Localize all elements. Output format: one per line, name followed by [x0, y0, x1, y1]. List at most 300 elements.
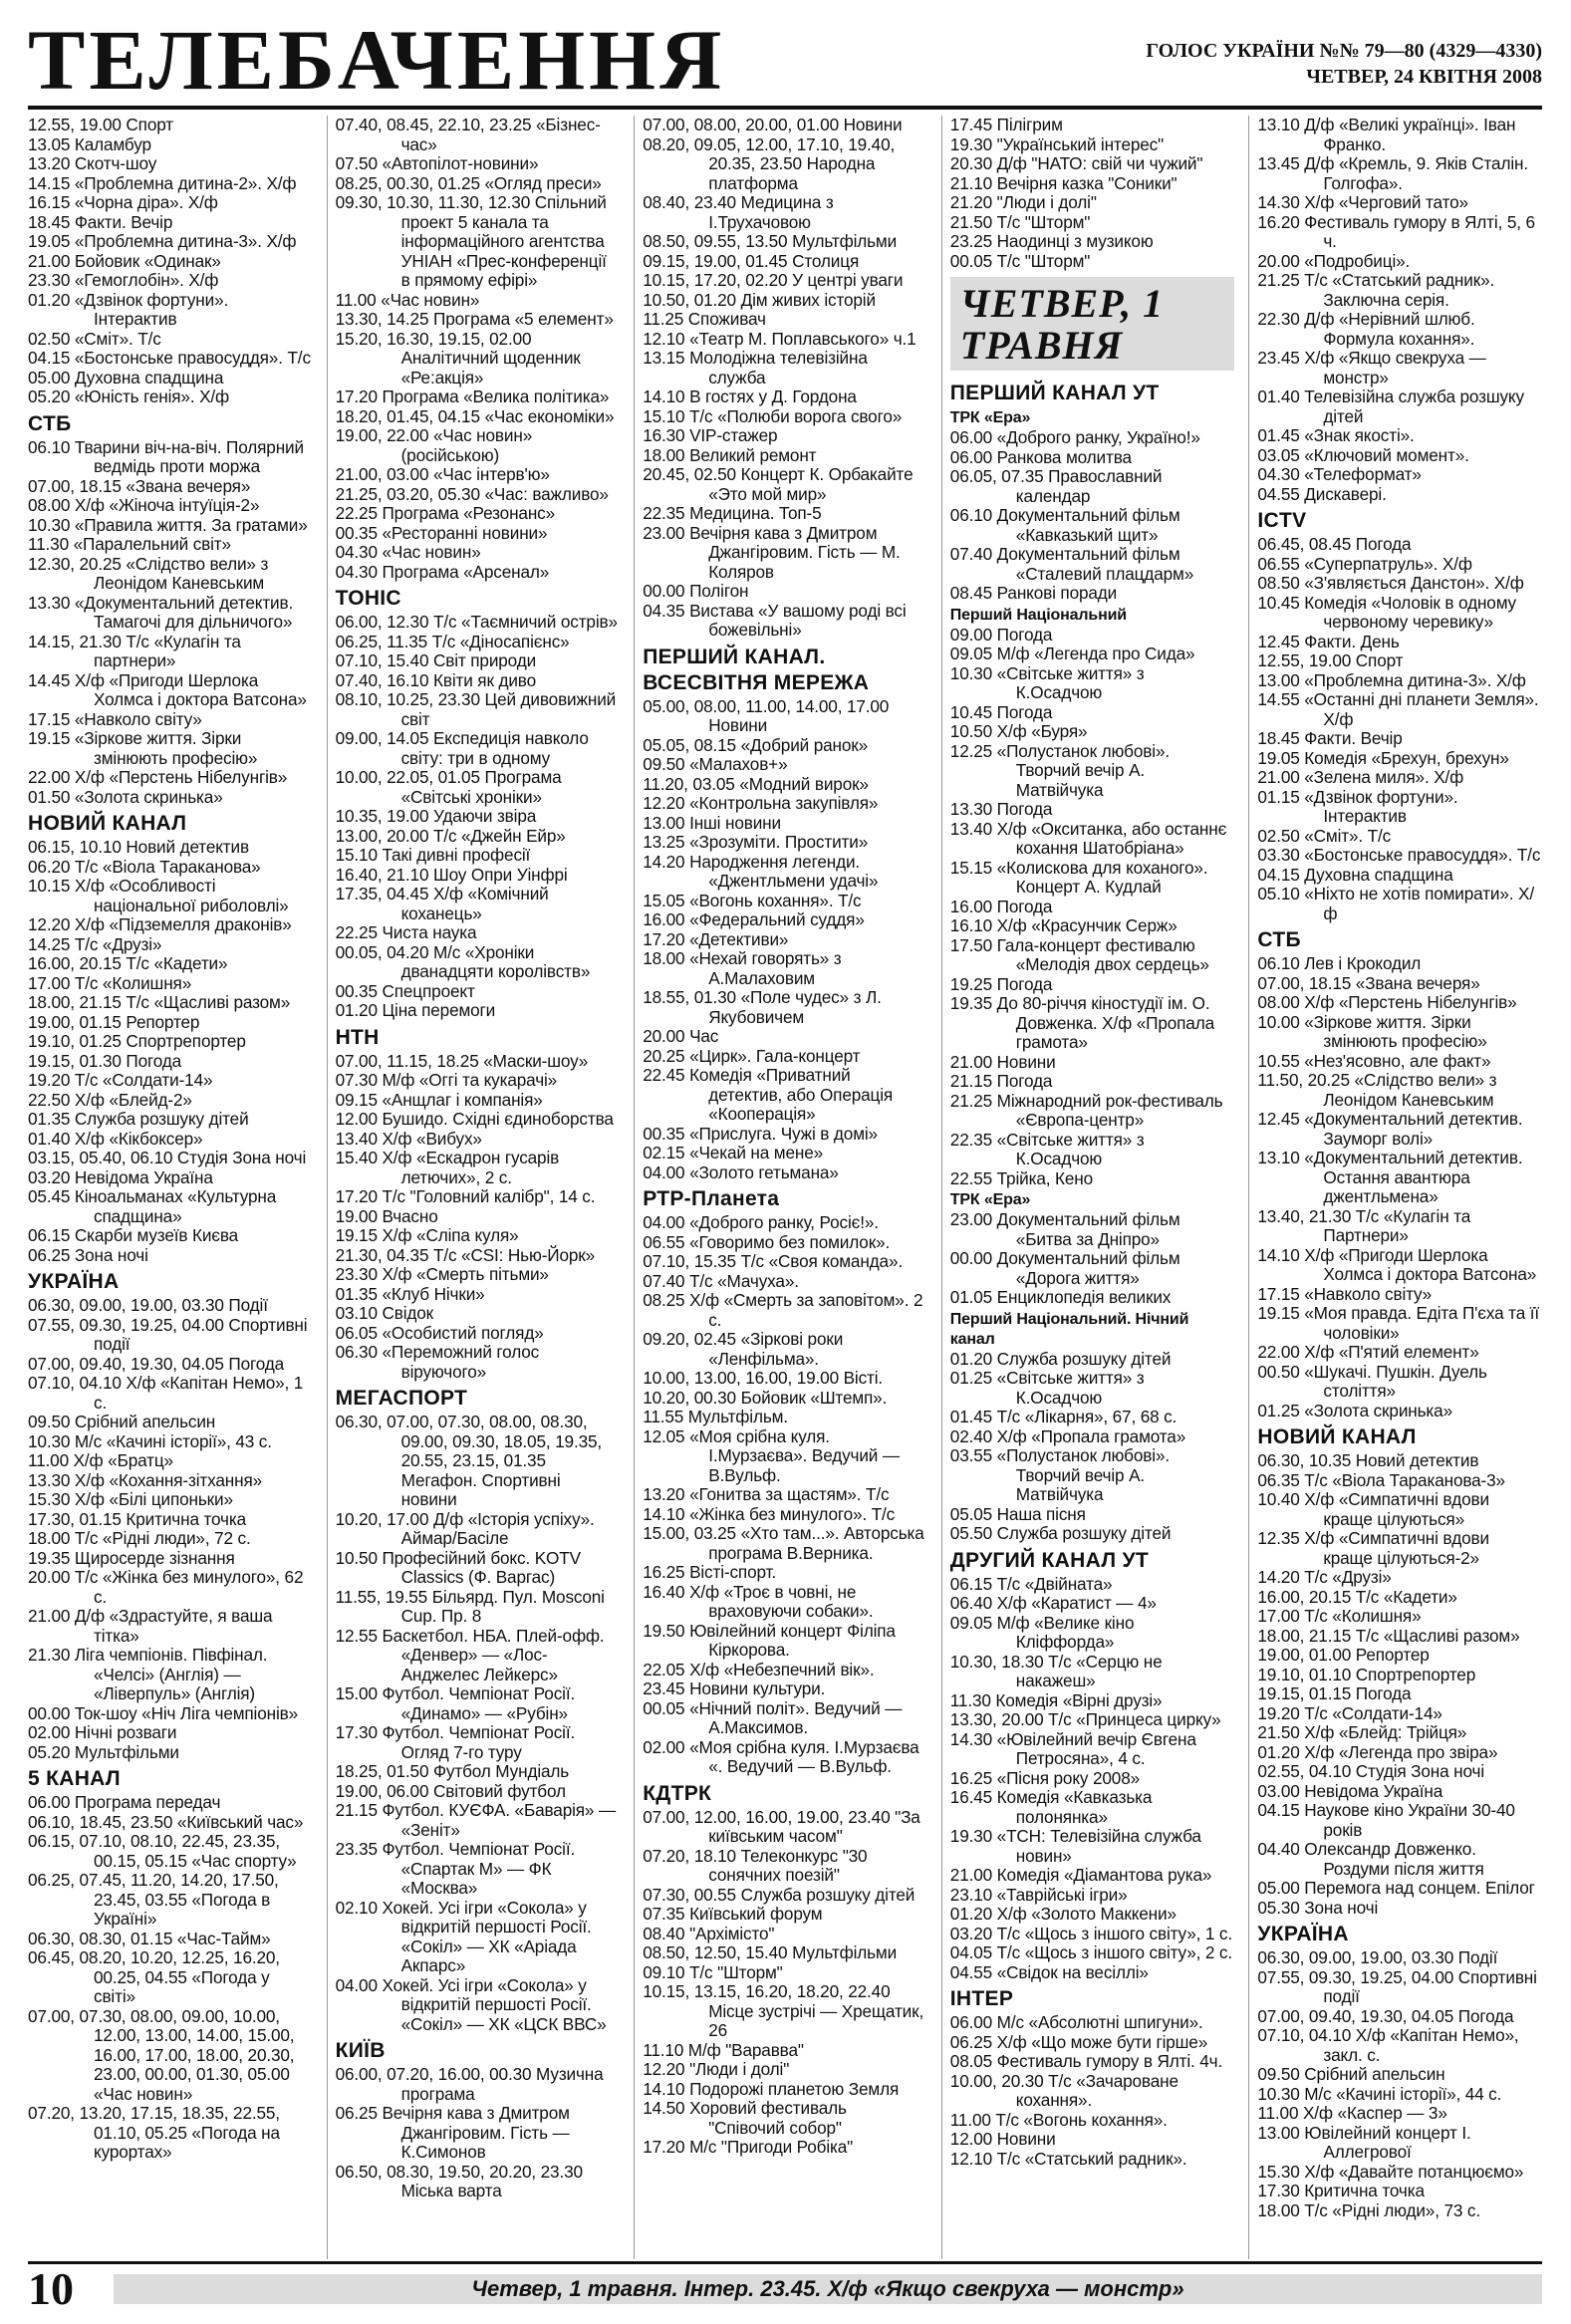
program-entry: 22.25 Чиста наука: [335, 922, 477, 942]
program-entry: 17.30 Критична точка: [1257, 2181, 1425, 2200]
program-entry: 07.20, 13.20, 17.15, 18.35, 22.55, 01.10, 05.25 «Погода на курортах»: [28, 2103, 280, 2162]
program-entry: 11.50, 20.25 «Слідство вели» з Леонідом Каневським: [1257, 1070, 1497, 1110]
program-entry: 13.25 «Зрозуміти. Простити»: [643, 832, 869, 852]
program-entry: 04.40 Олександр Довженко. Роздуми після життя: [1257, 1839, 1484, 1879]
channel-heading: ICTV: [1257, 509, 1307, 532]
program-entry: 08.50 «З'являється Данстон». Х/ф: [1257, 573, 1524, 593]
program-entry: 08.50, 12.50, 15.40 Мультфільми: [643, 1942, 898, 1962]
program-entry: 13.00 Ювілейний концерт І. Аллегрової: [1257, 2122, 1471, 2162]
issue-meta: [1146, 38, 1542, 90]
program-entry: 21.00 Новини: [949, 1051, 1056, 1072]
channel-heading: СТБ: [28, 411, 72, 435]
program-entry: 19.30 «ТСН: Телевізійна служба новин»: [949, 1826, 1201, 1866]
program-entry: 03.15, 05.40, 06.10 Студія Зона ночі: [28, 1148, 307, 1167]
program-entry: 07.10, 15.40 Світ природи: [335, 650, 537, 670]
program-entry: 06.00 «Доброго ранку, Україно!»: [949, 427, 1200, 447]
program-entry: 10.20, 17.00 Д/ф «Історія успіху». Аймар/Басіле: [335, 1508, 595, 1548]
program-entry: 08.25 Х/ф «Смерть за заповітом». 2 с.: [643, 1290, 923, 1330]
footer-promo: Четвер, 1 травня. Інтер. 23.45. Х/ф «Якщо свекруха — монстр»: [114, 2274, 1542, 2304]
program-entry: 21.50 Т/с "Шторм": [949, 211, 1091, 232]
program-entry: 23.30 Х/ф «Смерть пітьми»: [335, 1264, 549, 1284]
program-entry: 11.00 Х/ф «Каспер — 3»: [1257, 2103, 1447, 2123]
program-entry: 18.55, 01.30 «Поле чудес» з Л. Якубовичем: [643, 987, 882, 1027]
program-entry: 09.50 Срібний апельсин: [28, 1412, 216, 1431]
program-entry: 22.25 Програма «Резонанс»: [335, 503, 556, 523]
program-entry: 17.45 Пілігрим: [949, 116, 1063, 134]
program-entry: 12.55, 19.00 Спорт: [1257, 650, 1404, 670]
program-entry: 06.15, 07.10, 08.10, 22.45, 23.35, 00.15, 05.15 «Час спорту»: [28, 1831, 297, 1871]
program-entry: 07.10, 15.35 Т/с «Своя команда».: [643, 1251, 903, 1271]
program-entry: 12.25 «Полустанок любові». Творчий вечір А. Матвійчука: [949, 740, 1170, 800]
program-entry: 13.40, 21.30 Т/с «Кулагін та Партнери»: [1257, 1205, 1471, 1245]
program-entry: 12.55, 19.00 Спорт: [28, 116, 173, 134]
program-entry: 10.00, 20.30 Т/с «Зачароване кохання».: [949, 2070, 1178, 2110]
channel-heading: УКРАЇНА: [1257, 1923, 1349, 1945]
channel-heading: РТР-Планета: [643, 1187, 780, 1210]
program-entry: 00.00 Документальний фільм «Дорога життя»: [949, 1248, 1180, 1288]
program-entry: 04.00 «Доброго ранку, Росіє!».: [643, 1212, 879, 1232]
program-entry: 05.10 «Ніхто не хотів помирати». Х/ф: [1257, 884, 1534, 923]
page-footer: [28, 2261, 1542, 2312]
program-entry: 06.30, 09.00, 19.00, 03.30 Події: [28, 1295, 268, 1315]
program-entry: 17.20 Програма «Велика політика»: [335, 387, 610, 406]
listings-columns: [28, 116, 1542, 2259]
program-entry: 10.00, 13.00, 16.00, 19.00 Вісті.: [643, 1368, 884, 1388]
program-entry: 19.20 Т/с «Солдати-14»: [28, 1070, 213, 1090]
program-entry: 05.45 Кіноальманах «Культурна спадщина»: [28, 1186, 277, 1226]
program-entry: 02.40 Х/ф «Пропала грамота»: [949, 1425, 1186, 1446]
program-entry: 10.45 Погода: [949, 701, 1053, 722]
program-entry: 19.05 Комедія «Брехун, брехун»: [1257, 747, 1509, 768]
page-number: 10: [28, 2263, 74, 2314]
program-entry: 05.05, 08.15 «Добрий ранок»: [643, 734, 869, 755]
program-entry: 00.35 Спецпроект: [335, 980, 475, 1001]
program-entry: 01.20 Х/ф «Золото Маккени»: [949, 1904, 1177, 1924]
program-entry: 21.50 Х/ф «Блейд: Трійця»: [1257, 1722, 1467, 1742]
program-entry: 11.10 М/ф "Варавва": [643, 2039, 804, 2060]
program-entry: 20.45, 02.50 Концерт К. Орбакайте «Это мой мир»: [643, 464, 914, 504]
program-entry: 01.05 Енциклопедія великих: [949, 1287, 1172, 1307]
program-entry: 10.15 Х/ф «Особливості національної риболовлі»: [28, 876, 289, 915]
program-entry: 16.30 VIP-стажер: [643, 425, 778, 445]
program-entry: 10.50 Х/ф «Буря»: [949, 721, 1088, 741]
program-entry: 04.05 Т/с «Щось з іншого світу», 2 с.: [949, 1942, 1232, 1962]
program-entry: 06.30 «Переможний голос віруючого»: [335, 1342, 540, 1382]
program-entry: 13.40 Х/ф «Окситанка, або останнє кохання Шатобріана»: [949, 818, 1227, 858]
program-entry: 22.00 Х/ф «Перстень Нібелунгів»: [28, 767, 288, 787]
program-entry: 23.10 «Таврійські ігри»: [949, 1884, 1128, 1905]
program-entry: 15.05 «Вогонь кохання». Т/с: [643, 890, 862, 910]
program-entry: 16.45 Комедія «Кавказька полонянка»: [949, 1787, 1153, 1827]
program-entry: 17.15 «Навколо світу»: [1257, 1283, 1433, 1304]
program-entry: 11.25 Споживач: [643, 309, 766, 329]
program-entry: 16.40 Х/ф «Троє в човні, не враховуючи собаки».: [643, 1581, 874, 1621]
program-entry: 20.25 «Цирк». Гала-концерт: [643, 1045, 861, 1066]
program-entry: 16.25 Вісті-спорт.: [643, 1562, 776, 1582]
program-entry: 09.00 Погода: [949, 624, 1053, 645]
program-entry: 18.00, 21.15 Т/с «Щасливі разом»: [1257, 1625, 1520, 1646]
program-entry: 14.15 «Проблемна дитина-2». Х/ф: [28, 172, 297, 193]
program-entry: 10.30, 18.30 Т/с «Серцю не накажеш»: [949, 1651, 1163, 1690]
program-entry: 10.30 М/с «Качині історії», 43 с.: [28, 1430, 272, 1451]
subchannel-heading: ТРК «Ера»: [949, 1191, 1031, 1208]
day-heading: ЧЕТВЕР, 1 ТРАВНЯ: [950, 277, 1235, 371]
program-entry: 07.00, 12.00, 16.00, 19.00, 23.40 "За київським часом": [643, 1806, 920, 1846]
program-entry: 19.15 «Моя правда. Едіта П'єха та її чоловіки»: [1257, 1303, 1539, 1343]
program-entry: 19.35 Щиросерде зізнання: [28, 1547, 235, 1568]
program-entry: 10.00 «Зіркове життя. Зірки змінюють професію»: [1257, 1011, 1487, 1051]
program-entry: 14.10 «Жінка без минулого». Т/с: [643, 1503, 896, 1524]
program-entry: 14.10 Подорожі планетою Земля: [643, 2078, 900, 2099]
program-entry: 19.25 Погода: [949, 973, 1053, 994]
program-entry: 06.40 Х/ф «Каратист — 4»: [949, 1593, 1157, 1613]
program-entry: 14.30 «Ювілейний вечір Євгена Петросяна», 4 с.: [949, 1728, 1196, 1768]
program-entry: 21.15 Футбол. КУЄФА. «Баварія» — «Зеніт»: [335, 1800, 616, 1840]
program-entry: 04.00 «Золото гетьмана»: [643, 1162, 839, 1182]
program-entry: 09.05 М/ф «Велике кіно Кліффорда»: [949, 1612, 1135, 1652]
program-entry: 12.30, 20.25 «Слідство вели» з Леонідом Каневським: [28, 553, 269, 593]
channel-heading: ІНТЕР: [949, 1987, 1014, 2010]
program-entry: 10.00, 22.05, 01.05 Програма «Світські хроніки»: [335, 767, 562, 807]
program-entry: 06.00 М/с «Абсолютні шпигуни».: [949, 2012, 1203, 2032]
program-entry: 00.35 «Ресторанні новини»: [335, 522, 548, 543]
program-entry: 06.25 Вечірня кава з Дмитром Джангіровим. Гість — К.Симонов: [335, 2103, 570, 2162]
program-entry: 10.55 «Нез'ясовно, але факт»: [1257, 1050, 1491, 1071]
program-entry: 16.00, 20.15 Т/с «Кадети»: [1257, 1586, 1457, 1607]
program-entry: 08.40, 23.40 Медицина з І.Трухачовою: [643, 192, 834, 232]
program-entry: 03.10 Свідок: [335, 1303, 434, 1323]
channel-heading: НТН: [335, 1025, 380, 1049]
program-entry: 04.00 Хокей. Усі ігри «Сокола» у відкритій першості Росії. «Сокіл» — ХК «ЦСК ВВС»: [335, 1974, 607, 2034]
program-entry: 12.05 «Моя срібна куля. І.Мурзаєва». Ведучий — В.Вульф.: [643, 1425, 900, 1485]
program-entry: 01.45 Т/с «Лікарня», 67, 68 с.: [949, 1407, 1178, 1426]
program-entry: 06.30, 09.00, 19.00, 03.30 Події: [1257, 1947, 1498, 1967]
program-entry: 21.25, 03.20, 05.30 «Час: важливо»: [335, 483, 609, 504]
program-entry: 07.55, 09.30, 19.25, 04.00 Спортивні події: [28, 1314, 308, 1354]
program-entry: 22.35 «Світське життя» з К.Осадчою: [949, 1129, 1145, 1168]
program-entry: 23.45 Х/ф «Якщо свекруха — монстр»: [1257, 348, 1486, 387]
program-entry: 16.00, 20.15 Т/с «Кадети»: [28, 953, 228, 973]
program-entry: 09.15 «Анщлаг і компанія»: [335, 1089, 543, 1110]
program-entry: 21.25 Міжнародний рок-фестиваль «Європа-центр»: [949, 1090, 1223, 1130]
program-entry: 05.20 Мультфільми: [28, 1741, 179, 1762]
program-entry: 23.00 Вечірня кава з Дмитром Джангіровим. Гість — М. Коляров: [643, 522, 901, 582]
program-entry: 05.30 Зона ночі: [1257, 1897, 1379, 1918]
channel-heading: НОВИЙ КАНАЛ: [28, 812, 187, 835]
program-entry: 17.15 «Навколо світу»: [28, 708, 202, 729]
program-entry: 20.00 Т/с «Жінка без минулого», 62 с.: [28, 1567, 304, 1607]
program-entry: 22.05 Х/ф «Небезпечний вік».: [643, 1659, 875, 1679]
program-entry: 01.25 «Золота скринька»: [1257, 1400, 1452, 1420]
program-entry: 16.20 Фестиваль гумору в Ялті, 5, 6 ч.: [1257, 211, 1535, 251]
channel-heading: КДТРК: [643, 1781, 712, 1805]
program-entry: 03.30 «Бостонське правосуддя». Т/с: [1257, 845, 1541, 865]
program-entry: 09.10 Т/с "Шторм": [643, 1961, 783, 1982]
program-entry: 14.20 Народження легенди. «Джентльмени удачі»: [643, 851, 879, 891]
program-entry: 19.00, 01.00 Репортер: [1257, 1645, 1430, 1665]
program-entry: 18.45 Факти. Вечір: [28, 211, 173, 232]
program-entry: 11.55, 19.55 Більярд. Пул. Mosconi Cup. Пр. 8: [335, 1586, 605, 1626]
program-entry: 16.00 Погода: [949, 896, 1053, 916]
program-entry: 18.00 Т/с «Рідні люди», 73 с.: [1257, 2199, 1480, 2220]
program-entry: 10.35, 19.00 Удаючи звіра: [335, 806, 537, 826]
program-entry: 02.50 «Сміт». Т/с: [1257, 825, 1392, 846]
program-entry: 22.30 Д/ф «Нерівний шлюб. Формула кохання».: [1257, 309, 1475, 349]
program-entry: 05.00 Духовна спадщина: [28, 367, 224, 387]
program-entry: 15.40 Х/ф «Ескадрон гусарів летючих», 2 с.: [335, 1148, 560, 1187]
program-entry: 08.25, 00.30, 01.25 «Огляд преси»: [335, 172, 602, 193]
program-entry: 12.00 Новини: [949, 2129, 1056, 2149]
program-entry: 06.00 Ранкова молитва: [949, 446, 1132, 467]
listing-column-3: [634, 116, 927, 2259]
channel-heading: КИЇВ: [335, 2039, 386, 2062]
program-entry: 18.45 Факти. Вечір: [1257, 728, 1403, 748]
program-entry: 04.15 Духовна спадщина: [1257, 864, 1453, 885]
program-entry: 16.00 «Федеральний суддя»: [643, 909, 865, 929]
program-entry: 01.20 Служба розшуку дітей: [949, 1348, 1172, 1369]
program-entry: 13.30, 14.25 Програма «5 елемент»: [335, 309, 614, 329]
program-entry: 06.10 Лев і Крокодил: [1257, 953, 1422, 973]
program-entry: 07.35 Київський форум: [643, 1904, 823, 1924]
program-entry: 19.15, 01.15 Погода: [1257, 1683, 1412, 1703]
program-entry: 13.45 Д/ф «Кремль, 9. Яків Сталін. Голгофа».: [1257, 153, 1528, 193]
listing-column-1: [28, 116, 313, 2259]
program-entry: 03.55 «Полустанок любові». Творчий вечір А. Матвійчука: [949, 1445, 1170, 1504]
program-entry: 12.45 Факти. День: [1257, 631, 1400, 651]
program-entry: 00.35 «Прислуга. Чужі в домі»: [643, 1123, 878, 1144]
program-entry: 18.00, 21.15 Т/с «Щасливі разом»: [28, 992, 291, 1012]
program-entry: 10.30 «Світське життя» з К.Осадчою: [949, 662, 1145, 702]
program-entry: 10.40 Х/ф «Симпатичні вдови краще цілуються»: [1257, 1489, 1489, 1529]
program-entry: 06.45, 08.20, 10.20, 12.25, 16.20, 00.25, 04.55 «Погода у світі»: [28, 1947, 280, 2006]
program-entry: 07.30, 00.55 Служба розшуку дітей: [643, 1884, 916, 1905]
program-entry: 10.20, 00.30 Бойовик «Штемп».: [643, 1387, 888, 1408]
channel-heading: ДРУГИЙ КАНАЛ УТ: [949, 1548, 1149, 1572]
program-entry: 14.10 В гостях у Д. Гордона: [643, 387, 857, 406]
program-entry: 19.15, 01.30 Погода: [28, 1050, 182, 1071]
program-entry: 06.50, 08.30, 19.50, 20.20, 23.30 Міська варта: [335, 2161, 583, 2200]
program-entry: 08.00 Х/ф «Перстень Нібелунгів»: [1257, 992, 1517, 1012]
program-entry: 02.55, 04.10 Студія Зона ночі: [1257, 1761, 1485, 1781]
program-entry: 17.35, 04.45 Х/ф «Комічний коханець»: [335, 884, 549, 923]
program-entry: 12.20 «Контрольна закупівля»: [643, 793, 879, 813]
program-entry: 12.35 Х/ф «Симпатичні вдови краще цілуються-2»: [1257, 1528, 1489, 1568]
program-entry: 04.55 «Свідок на весіллі»: [949, 1961, 1149, 1982]
program-entry: 19.15 «Зіркове життя. Зірки змінюють професію»: [28, 728, 258, 768]
program-entry: 23.25 Наодинці з музикою: [949, 231, 1154, 251]
program-entry: 14.10 Х/ф «Пригоди Шерлока Холмса і доктора Ватсона»: [1257, 1244, 1537, 1284]
program-entry: 21.30, 04.35 Т/с «CSI: Нью-Йорк»: [335, 1244, 596, 1265]
program-entry: 21.00 Комедія «Діамантова рука»: [949, 1865, 1212, 1885]
program-entry: 14.15, 21.30 Т/с «Кулагін та партнери»: [28, 631, 241, 670]
program-entry: 11.55 Мультфільм.: [643, 1407, 788, 1426]
program-entry: 12.10 «Театр М. Поплавського» ч.1: [643, 328, 916, 349]
program-entry: 22.45 Комедія «Приватний детектив, або Операція «Кооперація»: [643, 1065, 894, 1124]
program-entry: 07.00, 11.15, 18.25 «Маски-шоу»: [335, 1050, 589, 1071]
program-entry: 06.05 «Особистий погляд»: [335, 1322, 544, 1343]
program-entry: 06.35 Т/с «Віола Тараканова-3»: [1257, 1469, 1505, 1490]
program-entry: 15.30 Х/ф «Давайте потанцюємо»: [1257, 2161, 1524, 2182]
program-entry: 13.40 Х/ф «Вибух»: [335, 1128, 482, 1149]
program-entry: 09.00, 14.05 Експедиція навколо світу: три в одному: [335, 728, 589, 768]
subchannel-heading: Перший Національний. Нічний канал: [949, 1310, 1189, 1348]
program-entry: 07.55, 09.30, 19.25, 04.00 Спортивні події: [1257, 1966, 1537, 2006]
program-entry: 09.50 «Малахов+»: [643, 754, 788, 774]
program-entry: 01.25 «Світське життя» з К.Осадчою: [949, 1368, 1145, 1408]
program-entry: 09.30, 10.30, 11.30, 12.30 Спільний проект 5 канала та інформаційного агентства УНІАН «Прес-конференції в прямому ефірі»: [335, 192, 607, 290]
program-entry: 09.50 Срібний апельсин: [1257, 2064, 1445, 2084]
program-entry: 01.20 «Дзвінок фортуни». Інтерактив: [28, 289, 229, 329]
program-entry: 17.20 Т/с "Головний калібр", 14 с.: [335, 1186, 596, 1206]
program-entry: 06.00, 07.20, 16.00, 00.30 Музична програма: [335, 2064, 604, 2104]
program-entry: 16.10 Х/ф «Красунчик Серж»: [949, 915, 1178, 935]
program-entry: 04.30 «Телеформат»: [1257, 464, 1422, 484]
channel-heading: ПЕРШИЙ КАНАЛ УТ: [949, 382, 1160, 404]
program-entry: 04.30 «Час новин»: [335, 542, 481, 562]
program-entry: 17.00 Т/с «Колишня»: [28, 972, 192, 993]
program-entry: 06.00, 12.30 Т/с «Таємничий острів»: [335, 612, 618, 632]
program-entry: 19.00, 22.00 «Час новин» (російською): [335, 425, 533, 465]
program-entry: 12.20 "Люди і долі": [643, 2059, 790, 2079]
program-entry: 11.00 Т/с «Вогонь кохання».: [949, 2109, 1168, 2130]
program-entry: 00.05 «Нічний політ». Ведучий — А.Максимов.: [643, 1697, 903, 1737]
program-entry: 06.05, 07.35 Православний календар: [949, 466, 1163, 506]
program-entry: 04.30 Програма «Арсенал»: [335, 561, 550, 582]
program-entry: 20.30 Д/ф "НАТО: свій чи чужий": [949, 153, 1203, 173]
program-entry: 11.00 «Час новин»: [335, 289, 480, 310]
program-entry: 10.30 М/с «Качині історії», 44 с.: [1257, 2083, 1502, 2104]
program-entry: 06.15, 10.10 Новий детектив: [28, 837, 249, 857]
program-entry: 21.00, 03.00 «Час інтерв'ю»: [335, 464, 550, 484]
program-entry: 05.05 Наша пісня: [949, 1503, 1086, 1524]
program-entry: 07.00, 09.40, 19.30, 04.05 Погода: [1257, 2005, 1514, 2026]
program-entry: 22.50 Х/ф «Блейд-2»: [28, 1089, 192, 1110]
program-entry: 06.25, 11.35 Т/с «Діносапієнс»: [335, 631, 570, 651]
program-entry: 13.30 Х/ф «Кохання-зітхання»: [28, 1469, 263, 1490]
program-entry: 00.00 Полігон: [643, 581, 749, 601]
program-entry: 10.15, 13.15, 16.20, 18.20, 22.40 Місце зустрічі — Хрещатик, 26: [643, 1981, 924, 2040]
program-entry: 12.45 «Документальний детектив. Заумоpг волі»: [1257, 1109, 1523, 1149]
program-entry: 06.45, 08.45 Погода: [1257, 534, 1412, 554]
program-entry: 13.05 Каламбур: [28, 133, 151, 154]
program-entry: 12.55 Баскетбол. НБА. Плей-офф. «Денвер» — «Лос-Анджелес Лейкерс»: [335, 1625, 605, 1684]
program-entry: 04.15 «Бостонське правосуддя». Т/с: [28, 348, 311, 368]
program-entry: 16.25 «Пісня року 2008»: [949, 1767, 1141, 1788]
program-entry: 12.00 Бушидо. Східні єдиноборства: [335, 1109, 614, 1129]
program-entry: 06.30, 08.30, 01.15 «Час-Тайм»: [28, 1928, 271, 1948]
program-entry: 01.15 «Дзвінок фортуни». Інтерактив: [1257, 786, 1458, 826]
program-entry: 21.25 Т/с «Статський радник». Заключна серія.: [1257, 270, 1495, 310]
program-entry: 07.00, 08.00, 20.00, 01.00 Новини: [643, 116, 903, 134]
program-entry: 23.30 «Гемоглобін». Х/ф: [28, 270, 219, 290]
channel-heading: НОВИЙ КАНАЛ: [1257, 1425, 1417, 1448]
program-entry: 07.40, 16.10 Квіти як диво: [335, 669, 536, 690]
program-entry: 19.00 Вчасно: [335, 1205, 438, 1226]
section-title: ТЕЛЕБАЧЕННЯ: [28, 12, 726, 108]
program-entry: 19.00, 06.00 Світовий футбол: [335, 1780, 566, 1801]
issue-date: ЧЕТВЕР, 24 КВІТНЯ 2008: [1306, 66, 1542, 88]
program-entry: 21.10 Вечірня казка "Соники": [949, 172, 1178, 193]
program-entry: 15.20, 16.30, 19.15, 02.00 Аналітичний щоденник «Ре:акція»: [335, 328, 581, 387]
program-entry: 06.00 Програма передач: [28, 1792, 221, 1812]
program-entry: 12.20 Х/ф «Підземелля драконів»: [28, 914, 292, 934]
program-entry: 06.10 Документальний фільм «Кавказький щит»: [949, 505, 1180, 545]
program-entry: 14.55 «Останні дні планети Земля». Х/ф: [1257, 689, 1539, 729]
program-entry: 19.10, 01.25 Спортрепортер: [28, 1031, 246, 1051]
program-entry: 18.00 Великий ремонт: [643, 444, 817, 465]
program-entry: 16.40, 21.10 Шоу Опри Уінфрі: [335, 864, 568, 885]
program-entry: 10.30 «Правила життя. За гратами»: [28, 514, 308, 535]
program-entry: 22.00 Х/ф «П'ятий елемент»: [1257, 1342, 1479, 1362]
program-entry: 04.15 Наукове кіно України 30-40 років: [1257, 1800, 1515, 1840]
program-entry: 04.35 Вистава «У вашому роді всі божевільні»: [643, 600, 907, 640]
program-entry: 15.15 «Колискова для коханого». Концерт А. Кудлай: [949, 857, 1208, 897]
program-entry: 01.40 Телевізійна служба розшуку дітей: [1257, 387, 1524, 426]
program-entry: 19.35 До 80-річчя кіностудії ім. О. Довженка. Х/ф «Пропала грамота»: [949, 993, 1215, 1052]
program-entry: 13.15 Молодіжна телевізійна служба: [643, 348, 868, 387]
program-entry: 13.10 «Документальний детектив. Остання авантюра джентльмена»: [1257, 1148, 1523, 1206]
program-entry: 02.00 Нічні розваги: [28, 1722, 177, 1742]
program-entry: 23.45 Новини культури.: [643, 1678, 826, 1698]
program-entry: 08.40 "Архімісто": [643, 1923, 775, 1943]
program-entry: 18.00 «Нехай говорять» з А.Малаховим: [643, 948, 842, 988]
program-entry: 07.10, 04.10 Х/ф «Капітан Немо», закл. с.: [1257, 2025, 1519, 2065]
program-entry: 11.30 «Паралельний світ»: [28, 534, 231, 554]
program-entry: 17.00 Т/с «Колишня»: [1257, 1606, 1422, 1626]
program-entry: 21.20 "Люди і долі": [949, 192, 1097, 212]
program-entry: 13.00 «Проблемна дитина-3». Х/ф: [1257, 669, 1526, 690]
program-entry: 06.55 «Суперпатруль». Х/ф: [1257, 553, 1472, 574]
program-entry: 07.40, 08.45, 22.10, 23.25 «Бізнес-час»: [335, 116, 601, 154]
program-entry: 06.30, 07.00, 07.30, 08.00, 08.30, 09.00, 09.30, 18.05, 19.35, 20.55, 23.15, 01.35 Мегафон. Спортивні новини: [335, 1412, 603, 1509]
program-entry: 13.20 Скотч-шоу: [28, 153, 157, 173]
program-entry: 10.15, 17.20, 02.20 У центрі уваги: [643, 270, 904, 290]
program-entry: 00.05 Т/с "Шторм": [949, 250, 1091, 271]
program-entry: 17.30 Футбол. Чемпіонат Росії. Огляд 7-го туру: [335, 1722, 576, 1762]
program-entry: 14.50 Хоровий фестиваль "Співочий собор": [643, 2098, 847, 2138]
program-entry: 07.30 М/ф «Оггі та кукарачі»: [335, 1070, 558, 1090]
program-entry: 15.00 Футбол. Чемпіонат Росії. «Динамо» — «Рубін»: [335, 1683, 576, 1723]
program-entry: 13.00, 20.00 Т/с «Джейн Ейр»: [335, 825, 566, 846]
program-entry: 03.00 Невідома Україна: [1257, 1780, 1443, 1801]
program-entry: 01.40 Х/ф «Кікбоксер»: [28, 1128, 203, 1149]
program-entry: 08.10, 10.25, 23.30 Цей дивовижний світ: [335, 689, 617, 729]
program-entry: 08.50, 09.55, 13.50 Мультфільми: [643, 231, 898, 251]
program-entry: 00.50 «Шукачі. Пушкін. Дуель століття»: [1257, 1361, 1487, 1401]
program-entry: 07.00, 09.40, 19.30, 04.05 Погода: [28, 1353, 285, 1374]
program-entry: 13.30, 20.00 Т/с «Принцеса цирку»: [949, 1709, 1221, 1729]
program-entry: 21.00 Д/ф «Здрастуйте, я ваша тітка»: [28, 1606, 273, 1646]
program-entry: 17.30, 01.15 Критична точка: [28, 1508, 246, 1529]
program-entry: 06.25 Зона ночі: [28, 1244, 148, 1265]
program-entry: 19.00, 01.15 Репортер: [28, 1011, 200, 1032]
program-entry: 03.20 Т/с «Щось з іншого світу», 1 с.: [949, 1923, 1232, 1943]
program-entry: 17.20 М/с "Пригоди Робіка": [643, 2137, 854, 2157]
program-entry: 05.20 «Юність генія». Х/ф: [28, 387, 230, 406]
masthead: [28, 12, 1542, 110]
program-entry: 01.20 Ціна перемоги: [335, 1000, 496, 1020]
program-entry: 05.50 Служба розшуку дітей: [949, 1523, 1172, 1543]
program-entry: 04.55 Дискавері.: [1257, 483, 1387, 504]
program-entry: 14.20 Т/с «Друзі»: [1257, 1567, 1392, 1587]
program-entry: 07.00, 07.30, 08.00, 09.00, 10.00, 12.00, 13.00, 14.00, 15.00, 16.00, 17.00, 18.00, 20.30, 23.00, 00.00, 01.30, 05.00 «Час новин»: [28, 2005, 295, 2104]
newspaper-issue: ГОЛОС УКРАЇНИ №№ 79—80 (4329—4330): [1146, 40, 1542, 62]
program-entry: 13.20 «Гонитва за щастям». Т/с: [643, 1484, 890, 1504]
program-entry: 08.00 Х/ф «Жіноча інтуїція-2»: [28, 495, 260, 515]
program-entry: 13.00 Інші новини: [643, 812, 781, 833]
program-entry: 23.00 Документальний фільм «Битва за Дніпро»: [949, 1209, 1180, 1249]
program-entry: 08.20, 09.05, 12.00, 17.10, 19.40, 20.35, 23.50 Народна платформа: [643, 133, 896, 193]
